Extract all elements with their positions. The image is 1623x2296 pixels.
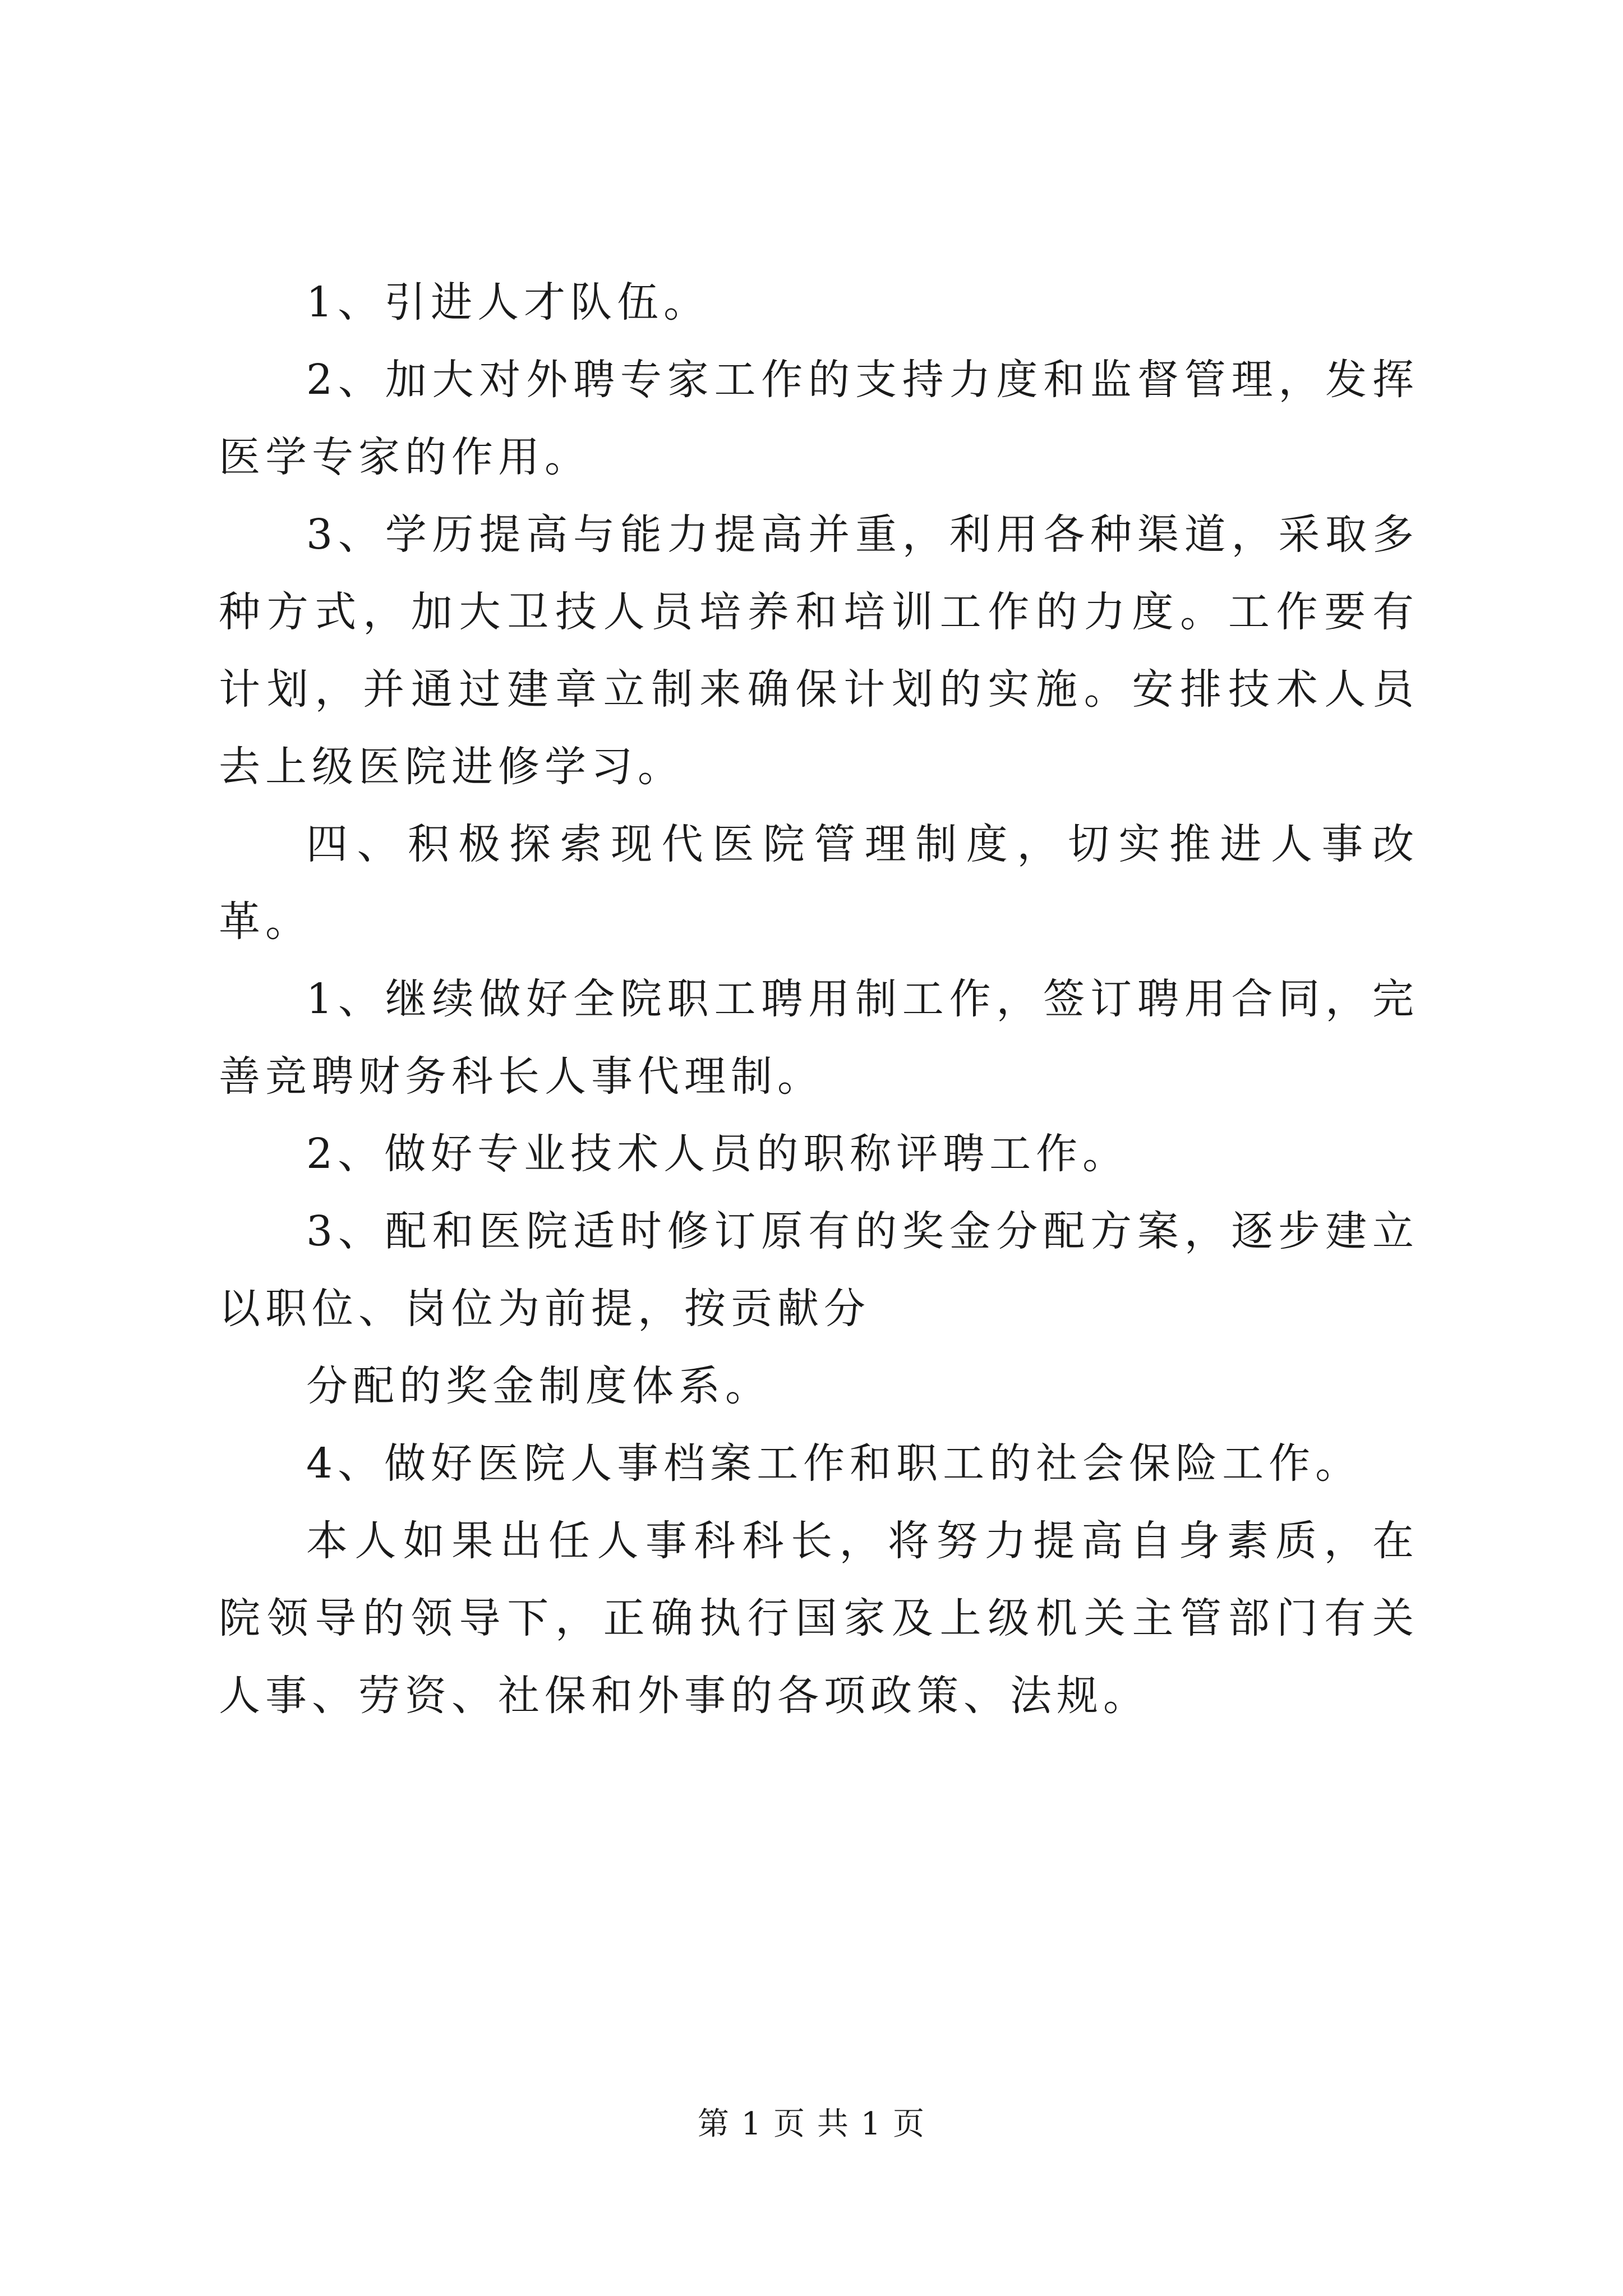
paragraph-employment-contract: 1、继续做好全院职工聘用制工作，签订聘用合同，完善竞聘财务科长人事代理制。 [219,975,1419,1101]
paragraph-bonus-system: 分配的奖金制度体系。 [306,1362,772,1410]
paragraph-external-experts: 2、加大对外聘专家工作的支持力度和监督管理，发挥医学专家的作用。 [219,356,1419,481]
paragraph-talent-introduction: 1、引进人才队伍。 [306,278,711,326]
paragraph-section-four-heading: 四、积极探索现代医院管理制度，切实推进人事改革。 [219,820,1419,946]
document-body [219,264,1419,1734]
paragraph-personal-statement: 本人如果出任人事科科长，将努力提高自身素质，在院领导的领导下，正确执行国家及上级机关主管部门有关人事、劳资、社保和外事的各项政策、法规。 [219,1517,1419,1720]
paragraph-personnel-archives: 4、做好医院人事档案工作和职工的社会保险工作。 [306,1439,1362,1488]
paragraph-education-training: 3、学历提高与能力提高并重，利用各种渠道，采取多种方式，加大卫技人员培养和培训工作的力度。工作要有计划，并通过建章立制来确保计划的实施。安排技术人员去上级医院进修学习。 [219,510,1419,791]
paragraph-bonus-plan: 3、配和医院适时修订原有的奖金分配方案，逐步建立以职位、岗位为前提，按贡献分 [219,1207,1419,1333]
page-number-footer: 第 1 页 共 1 页 [697,2106,926,2142]
paragraph-title-evaluation: 2、做好专业技术人员的职称评聘工作。 [306,1130,1129,1178]
